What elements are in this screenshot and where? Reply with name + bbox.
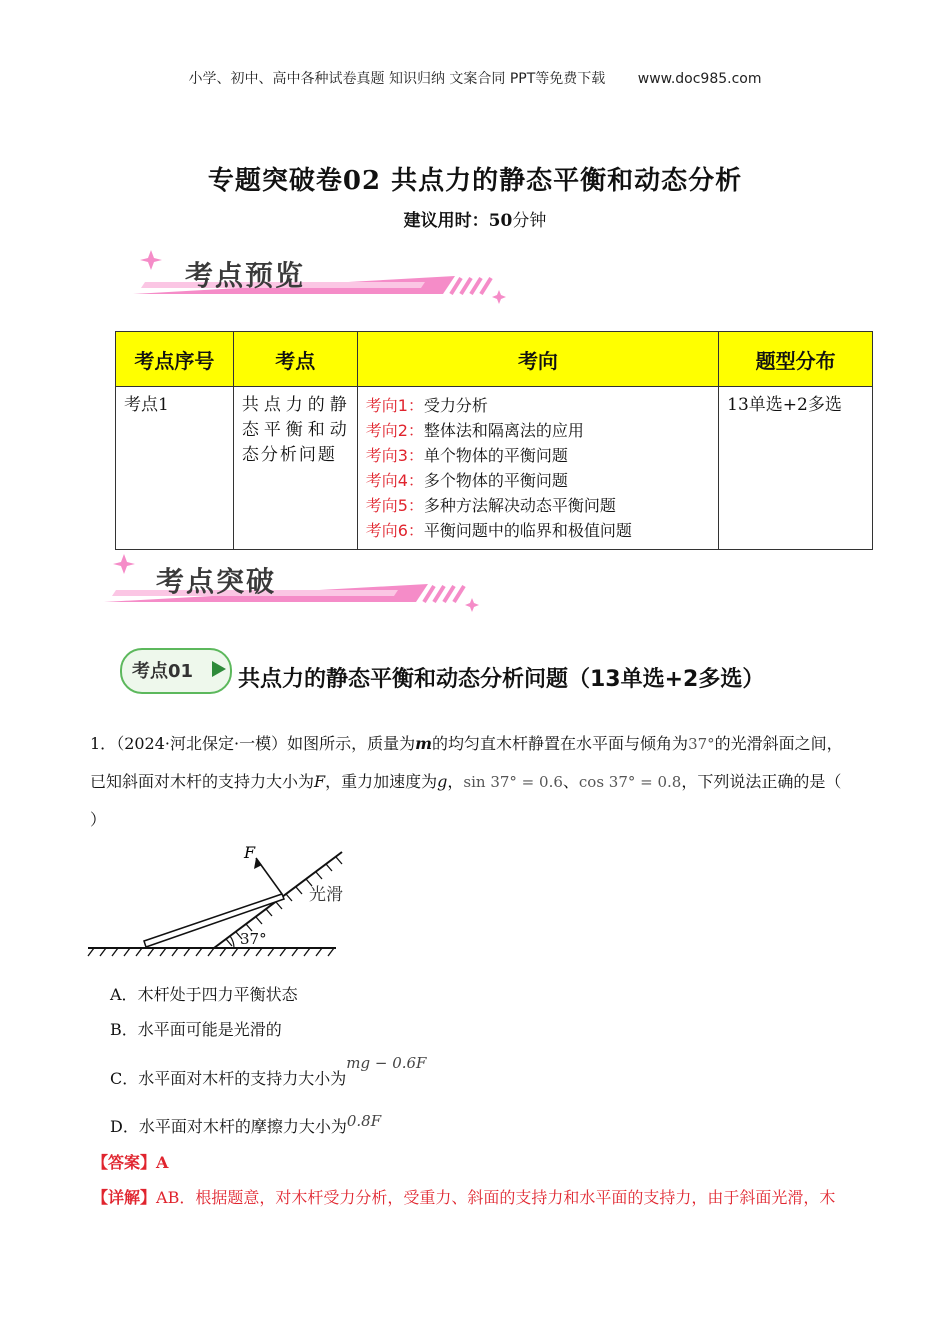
- direction-item: 考向2：整体法和隔离法的应用: [365, 421, 584, 440]
- rod-incline-figure: [86, 838, 366, 960]
- direction-item: 考向5：多种方法解决动态平衡问题: [365, 496, 616, 515]
- topic-table: [115, 331, 873, 550]
- page-title: 专题突破卷02 共点力的静态平衡和动态分析: [207, 166, 743, 196]
- table-header: 考点序号: [116, 332, 234, 387]
- header-text: 小学、初中、高中各种试卷真题 知识归纳 文案合同 PPT等免费下载: [188, 71, 606, 87]
- preview-banner-text: 考点预览: [185, 259, 306, 292]
- question-line-3: ）: [90, 810, 107, 829]
- breakthrough-banner: [98, 548, 498, 612]
- suggested-time-label: 建议用时：: [403, 211, 489, 231]
- section-title: 共点力的静态平衡和动态分析问题（13单选+2多选）: [238, 667, 765, 692]
- cos-formula: cos 37° = 0.8: [578, 773, 682, 791]
- question-distribution-cell: 13单选+2多选: [719, 387, 873, 550]
- question-line-2: 已知斜面对木杆的支持力大小为F，重力加速度为g，sin 37° = 0.6、cos 37° = 0.8，下列说法正确的是（: [90, 772, 842, 791]
- detail: 【详解】AB．根据题意，对木杆受力分析，受重力、斜面的支持力和水平面的支持力，由于斜面光滑，木: [92, 1188, 836, 1207]
- option-d-formula: 0.8F: [346, 1112, 382, 1130]
- detail-text: AB．根据题意，对木杆受力分析，受重力、斜面的支持力和水平面的支持力，由于斜面光滑，木: [156, 1188, 836, 1207]
- direction-item: 考向6：平衡问题中的临界和极值问题: [365, 521, 632, 540]
- suggested-time-value: 50: [488, 211, 513, 231]
- question-source: （2024·河北保定·一模）: [116, 734, 288, 753]
- direction-item: 考向4：多个物体的平衡问题: [365, 471, 568, 490]
- suggested-time-unit: 分钟: [512, 211, 547, 231]
- header-url[interactable]: www.doc985.com: [637, 71, 762, 87]
- page-header: [0, 68, 950, 88]
- angle-label: 37°: [240, 930, 267, 948]
- smooth-label: 光滑: [309, 885, 343, 905]
- sin-formula: sin 37° = 0.6: [463, 773, 563, 791]
- topic-index-cell: 考点1: [116, 387, 234, 550]
- force-label: F: [244, 843, 256, 862]
- question-line-1: 1．（2024·河北保定·一模）如图所示，质量为m的均匀直木杆静置在水平面与倾角为37°的光滑斜面之间，: [90, 734, 843, 753]
- suggested-time: [0, 206, 950, 231]
- answer-value: A: [156, 1153, 169, 1172]
- breakthrough-banner-text: 考点突破: [156, 565, 277, 598]
- direction-item: 考向3：单个物体的平衡问题: [365, 446, 568, 465]
- table-header: 考向: [357, 332, 718, 387]
- answer: 【答案】A: [92, 1153, 169, 1172]
- topic-directions-cell: [357, 387, 718, 550]
- table-row: [116, 387, 873, 550]
- section-badge-text: 考点01: [132, 661, 194, 682]
- table-header-row: [116, 332, 873, 387]
- badge-arrow-icon: [212, 661, 226, 681]
- table-header: 考点: [233, 332, 357, 387]
- option-a[interactable]: A．木杆处于四力平衡状态: [110, 985, 298, 1004]
- direction-item: 考向1：受力分析: [365, 396, 488, 415]
- option-d[interactable]: D．水平面对木杆的摩擦力大小为0.8F: [110, 1112, 382, 1136]
- rod-incline-diagram: [86, 838, 366, 960]
- topic-name-cell: 共点力的静态平衡和动态分析问题: [233, 387, 357, 550]
- table-header: 题型分布: [719, 332, 873, 387]
- preview-banner: [125, 242, 525, 306]
- option-b[interactable]: B．水平面可能是光滑的: [110, 1020, 282, 1039]
- option-c[interactable]: C．水平面对木杆的支持力大小为mg − 0.6F: [110, 1054, 427, 1088]
- option-c-formula: mg − 0.6F: [346, 1054, 427, 1072]
